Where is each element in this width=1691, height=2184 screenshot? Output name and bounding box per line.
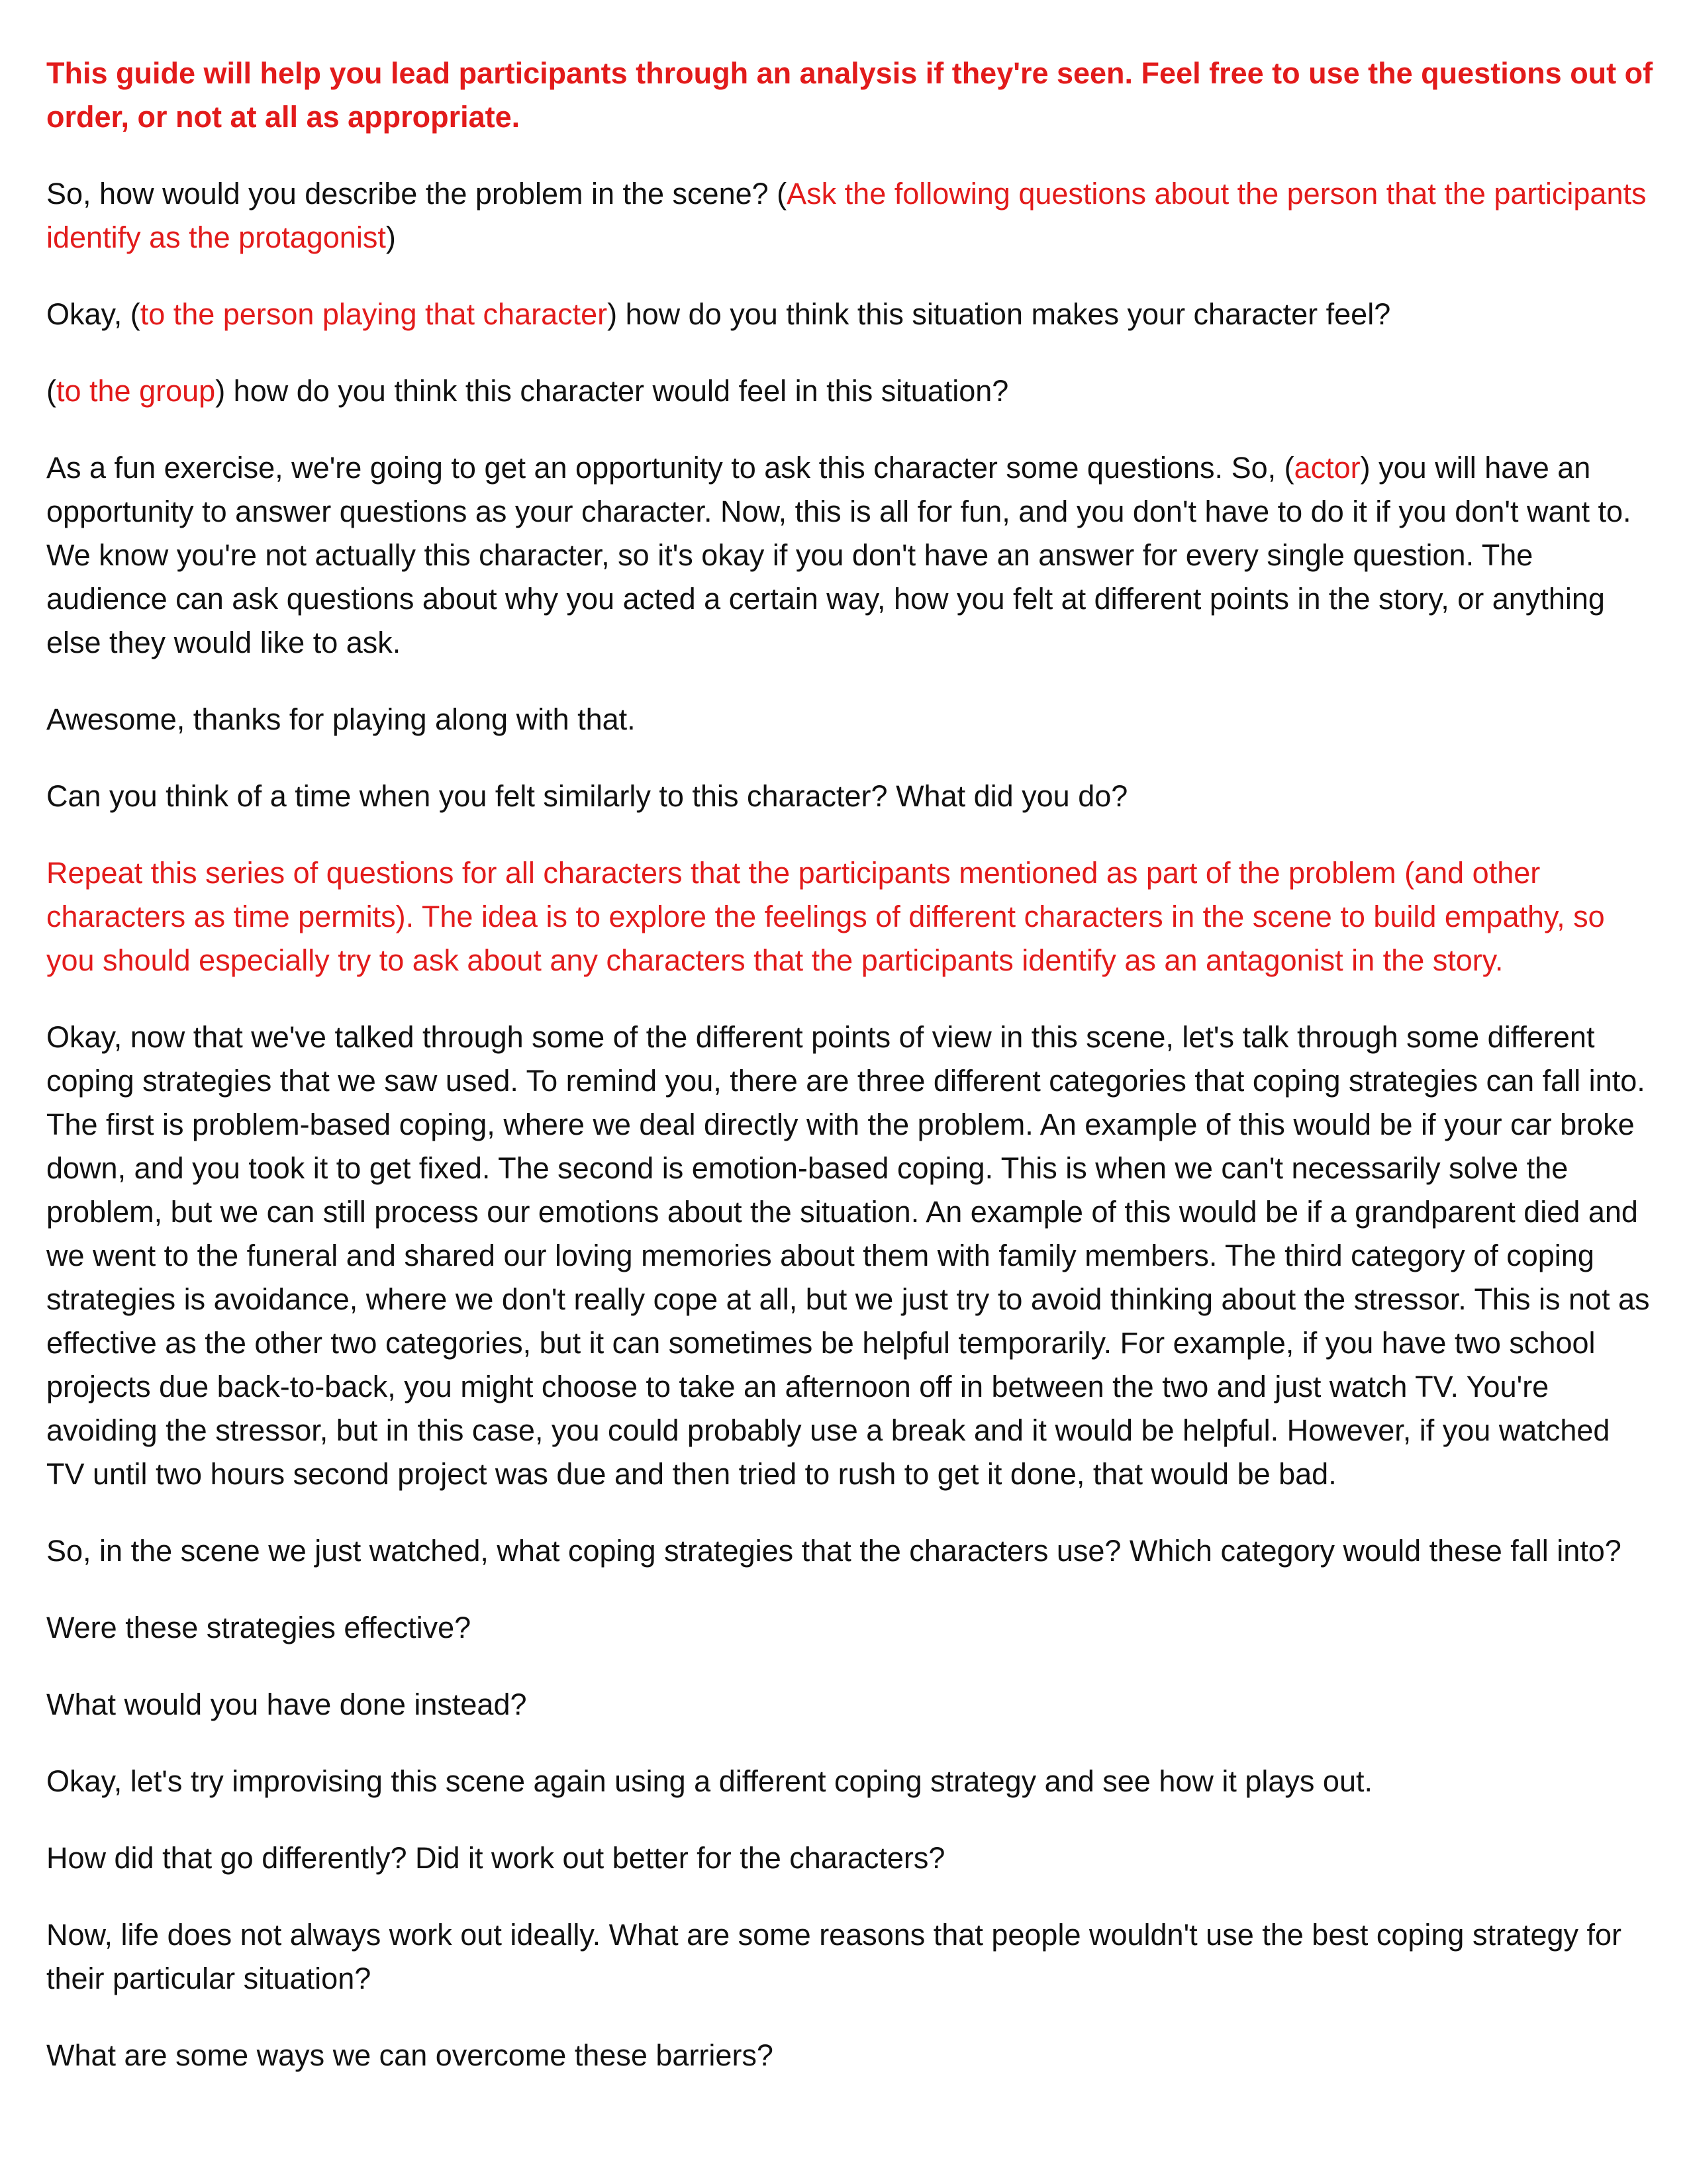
repeat-instruction: Repeat this series of questions for all characters that the participants mentioned as part of the problem (and other characters as time permits). The idea is to explore the feelings of different characters in the scene to build empathy, so you should especially try to ask about any characters that the participants identify as an antagonist in the story.	[46, 856, 1605, 977]
character-feel-instruction: to the person playing that character	[140, 297, 608, 331]
coping-strategies-paragraph: Okay, now that we've talked through some of the different points of view in this scene, let's talk through some different coping strategies that we saw used. To remind you, there are three different categories that coping strategies can fall into. The first is problem-based coping, where we deal directly with the problem. An example of this would be if your car broke down, and you took it to get fixed. The second is emotion-based coping. This is when we can't necessarily solve the problem, but we can still process our emotions about the situation. An example of this would be if a grandparent died and we went to the funeral and shared our loving memories about them with family members. The third category of coping strategies is avoidance, where we don't really cope at all, but we just try to avoid thinking about the stressor. This is not as effective as the other two categories, but it can sometimes be helpful temporarily. For example, if you have two school projects due back-to-back, you might choose to take an afternoon off in between the two and just watch TV. You're avoiding the stressor, but in this case, you could probably use a break and it would be helpful. However, if you watched TV until two hours second project was due and then tried to rush to get it done, that would be bad.	[46, 1020, 1650, 1491]
problem-question	[46, 172, 1655, 260]
protagonist-instruction: Ask the following questions about the person that the participants identify as the protagonist	[46, 177, 1647, 254]
thanks-paragraph: Awesome, thanks for playing along with that.	[46, 702, 636, 736]
hot-seat-paragraph	[46, 446, 1655, 665]
group-feel-pre: (	[46, 374, 56, 408]
facilitator-guide-page	[46, 52, 1655, 2111]
problem-question-text: So, how would you describe the problem in the scene? (	[46, 177, 787, 211]
similar-feeling-question: Can you think of a time when you felt similarly to this character? What did you do?	[46, 779, 1128, 813]
overcome-barriers-question: What are some ways we can overcome these barriers?	[46, 2038, 773, 2072]
intro-instruction: This guide will help you lead participants through an analysis if they're seen. Feel free to use the questions out of order, or not at all as appropriate.	[46, 56, 1653, 134]
hot-seat-post: ) you will have an opportunity to answer questions as your character. Now, this is all for fun, and you don't have to do it if you don't want to. We know you're not actually this character, so it's okay if you don't have an answer for every single question. The audience can ask questions about why you acted a certain way, how you felt at different points in the story, or anything else they would like to ask.	[46, 451, 1631, 659]
group-feel-post: ) how do you think this character would feel in this situation?	[215, 374, 1009, 408]
problem-question-close: )	[385, 220, 396, 254]
character-feel-post: ) how do you think this situation makes your character feel?	[607, 297, 1391, 331]
differently-question: How did that go differently? Did it work out better for the characters?	[46, 1841, 945, 1875]
improv-prompt: Okay, let's try improvising this scene again using a different coping strategy and see how it plays out.	[46, 1764, 1373, 1798]
actor-instruction: actor	[1294, 451, 1361, 485]
group-feel-question	[46, 369, 1655, 413]
group-instruction: to the group	[56, 374, 216, 408]
effectiveness-question: Were these strategies effective?	[46, 1611, 471, 1644]
character-feel-pre: Okay, (	[46, 297, 140, 331]
scene-strategies-question: So, in the scene we just watched, what coping strategies that the characters use? Which category would these fall into?	[46, 1534, 1621, 1568]
barrier-reasons-question: Now, life does not always work out ideally. What are some reasons that people wouldn't use the best coping strategy for their particular situation?	[46, 1918, 1622, 1995]
instead-question: What would you have done instead?	[46, 1687, 527, 1721]
character-feel-question	[46, 293, 1655, 336]
hot-seat-pre: As a fun exercise, we're going to get an opportunity to ask this character some questions. So, (	[46, 451, 1294, 485]
